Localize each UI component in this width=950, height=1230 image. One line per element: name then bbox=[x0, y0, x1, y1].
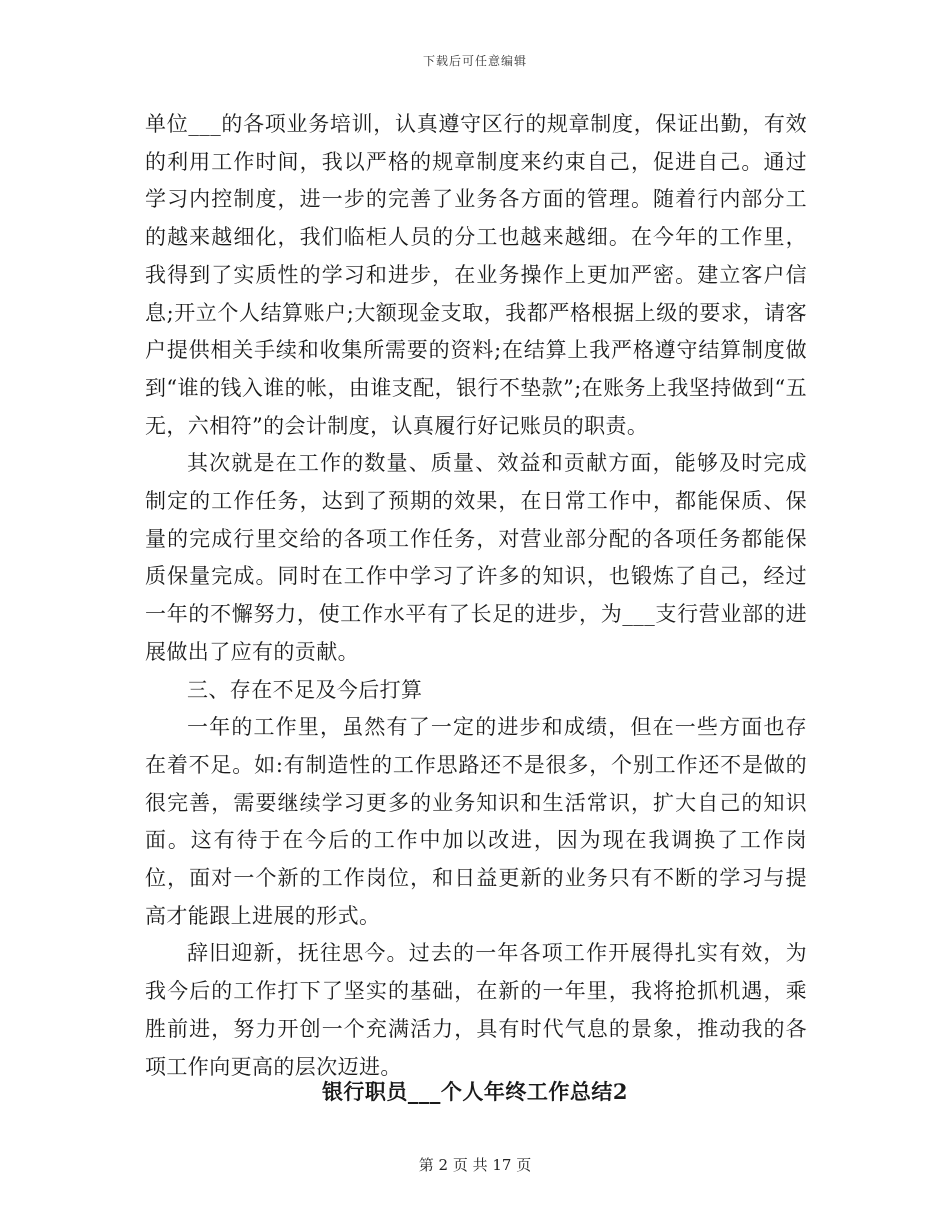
body-paragraph-1: 单位___的各项业务培训，认真遵守区行的规章制度，保证出勤，有效的利用工作时间，我以严格的规章制度来约束自己，促进自己。通过学习内控制度，进一步的完善了业务各方面的管理。随着行内部分工的越来越细化，我们临柜人员的分工也越来越细。在今年的工作里，我得到了实质性的学习和进步，在业务操作上更加严密。建立客户信息;开立个人结算账户;大额现金支取，我都严格根据上级的要求，请客户提供相关手续和收集所需要的资料;在结算上我严格遵守结算制度做到“谁的钱入谁的帐，由谁支配，银行不垫款”;在账务上我坚持做到“五无，六相符”的会计制度，认真履行好记账员的职责。 bbox=[145, 112, 807, 438]
body-paragraph-2: 其次就是在工作的数量、质量、效益和贡献方面，能够及时完成制定的工作任务，达到了预期的效果，在日常工作中，都能保质、保量的完成行里交给的各项工作任务，对营业部分配的各项任务都能保质保量完成。同时在工作中学习了许多的知识，也锻炼了自己，经过一年的不懈努力，使工作水平有了长足的进步，为___支行营业部的进展做出了应有的贡献。 bbox=[145, 451, 807, 664]
document-title: 银行职员___个人年终工作总结2 bbox=[321, 1079, 629, 1104]
page-number-footer: 第 2 页 共 17 页 bbox=[418, 1156, 532, 1174]
document-body bbox=[145, 106, 807, 1086]
section-heading: 三、存在不足及今后打算 bbox=[187, 677, 423, 702]
body-paragraph-4: 辞旧迎新，抚往思今。过去的一年各项工作开展得扎实有效，为我今后的工作打下了坚实的基础，在新的一年里，我将抢抓机遇，乘胜前进，努力开创一个充满活力，具有时代气息的景象，推动我的各项工作向更高的层次迈进。 bbox=[145, 941, 807, 1079]
body-paragraph-3: 一年的工作里，虽然有了一定的进步和成绩，但在一些方面也存在着不足。如:有制造性的工作思路还不是很多，个别工作还不是做的很完善，需要继续学习更多的业务知识和生活常识，扩大自己的知识面。这有待于在今后的工作中加以改进，因为现在我调换了工作岗位，面对一个新的工作岗位，和日益更新的业务只有不断的学习与提高才能跟上进展的形式。 bbox=[145, 715, 807, 928]
page-header-note: 下载后可任意编辑 bbox=[422, 54, 527, 68]
